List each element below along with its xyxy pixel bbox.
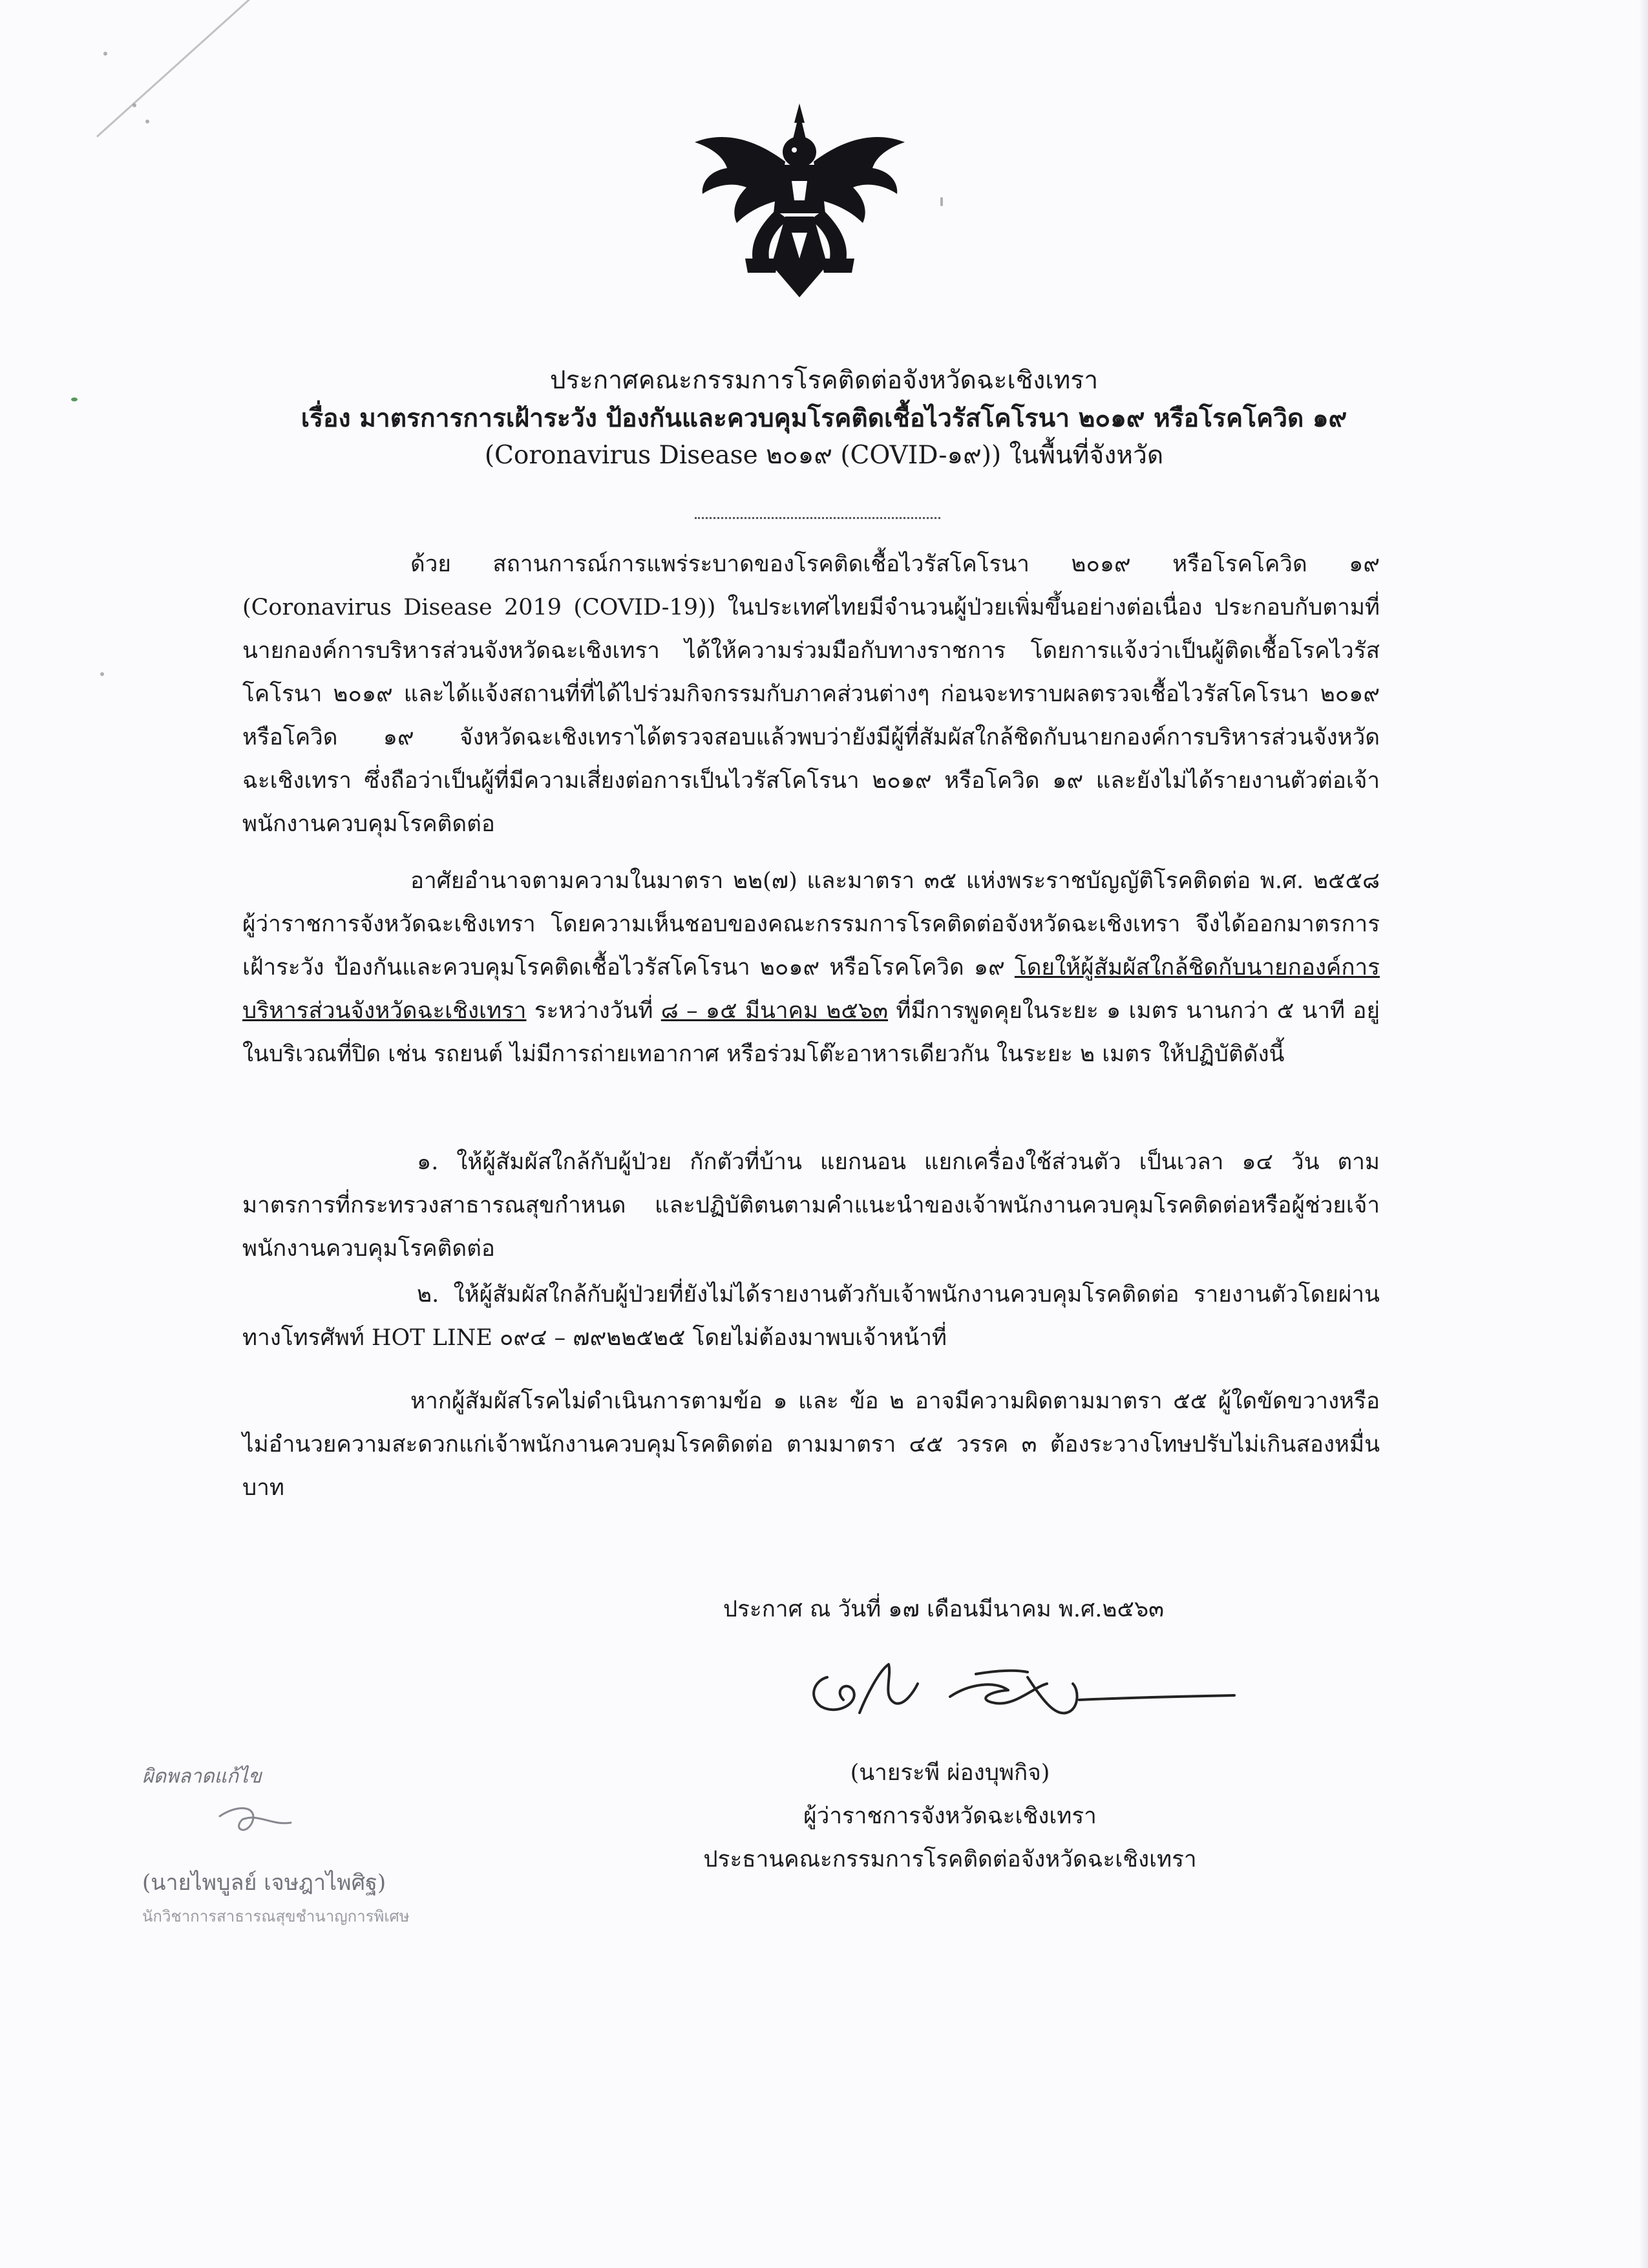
signer-name: (นายระพี ผ่องบุพกิจ)	[850, 1760, 1050, 1786]
heading-line-1: ประกาศคณะกรรมการโรคติดต่อจังหวัดฉะเชิงเทรา	[549, 366, 1099, 395]
list-item-2	[242, 1273, 1380, 1360]
paragraph-penalty	[242, 1380, 1380, 1510]
scan-speck	[132, 103, 136, 107]
scan-edge	[1639, 0, 1648, 2268]
scan-speck	[100, 672, 104, 676]
heading-line-3: (Coronavirus Disease ๒๐๑๙ (COVID-๑๙)) ในพื้นที่จังหวัด	[484, 441, 1164, 470]
paragraph-authority-between: ระหว่างวันที่	[534, 998, 653, 1024]
paragraph-authority-date-range: ๘ – ๑๕ มีนาคม ๒๕๖๓	[660, 998, 889, 1024]
heading-line-2: เรื่อง มาตรการการเฝ้าระวัง ป้องกันและควบคุมโรคติดเชื้อไวรัสโคโรนา ๒๐๑๙ หรือโรคโควิด ๑๙	[301, 403, 1347, 433]
scan-fold-mark	[96, 0, 256, 138]
list-item-2-text: ๒. ให้ผู้สัมผัสใกล้กับผู้ป่วยที่ยังไม่ได้รายงานตัวกับเจ้าพนักงานควบคุมโรคติดต่อ รายงานตัวโดยผ่านทางโทรศัพท์ HOT LINE ๐๙๔ – ๗๙๒๒๕๒๕ โดยไม่ต้องมาพบเจ้าหน้าที่	[242, 1282, 1380, 1351]
announcement-date: ประกาศ ณ วันที่ ๑๗ เดือนมีนาคม พ.ศ.๒๕๖๓	[723, 1596, 1165, 1622]
paragraph-situation	[242, 543, 1380, 846]
list-item-1	[242, 1141, 1380, 1271]
list-item-1-text: ๑. ให้ผู้สัมผัสใกล้กับผู้ป่วย กักตัวที่บ้าน แยกนอน แยกเครื่องใช้ส่วนตัว เป็นเวลา ๑๔ วัน ตามมาตรการที่กระทรวงสาธารณสุขกำหนด และปฏิบัติตนตามคำแนะนำของเจ้าพนักงานควบคุมโรคติดต่อหรือผู้ช่วยเจ้าพนักงานควบคุมโรคติดต่อ	[242, 1149, 1380, 1262]
initials-line-2: (นายไพบูลย์ เจษฎาไพศิฐ)	[142, 1870, 386, 1896]
paragraph-authority	[242, 860, 1380, 1076]
signer-title-2: ประธานคณะกรรมการโรคติดต่อจังหวัดฉะเชิงเทรา	[703, 1847, 1197, 1872]
garuda-emblem-icon	[688, 103, 911, 297]
governor-signature	[782, 1651, 1247, 1735]
scan-speck	[145, 120, 149, 123]
paragraph-penalty-text: หากผู้สัมผัสโรคไม่ดำเนินการตามข้อ ๑ และ ข้อ ๒ อาจมีความผิดตามมาตรา ๕๕ ผู้ใดขัดขวางหรือไม่อำนวยความสะดวกแก่เจ้าพนักงานควบคุมโรคติดต่อ ตามมาตรา ๔๕ วรรค ๓ ต้องระวางโทษปรับไม่เกินสองหมื่นบาท	[242, 1388, 1380, 1501]
document-heading	[194, 362, 1454, 474]
initials-line-3: นักวิชาการสาธารณสุขชำนาญการพิเศษ	[142, 1907, 410, 1925]
scan-speck	[71, 397, 78, 401]
paragraph-situation-text: ด้วย สถานการณ์การแพร่ระบาดของโรคติดเชื้อไวรัสโคโรนา ๒๐๑๙ หรือโรคโควิด ๑๙ (Coronavirus Disease 2019 (COVID-19)) ในประเทศไทยมีจำนวนผู้ป่วยเพิ่มขึ้นอย่างต่อเนื่อง ประกอบกับตามที่ นายกองค์การบริหารส่วนจังหวัดฉะเชิงเทรา ได้ให้ความร่วมมือกับทางราชการ โดยการแจ้งว่าเป็นผู้ติดเชื้อโรคไวรัสโคโรนา ๒๐๑๙ และได้แจ้งสถานที่ที่ได้ไปร่วมกิจกรรมกับภาคส่วนต่างๆ ก่อนจะทราบผลตรวจเชื้อไวรัสโคโรนา ๒๐๑๙ หรือโควิด ๑๙ จังหวัดฉะเชิงเทราได้ตรวจสอบแล้วพบว่ายังมีผู้ที่สัมผัสใกล้ชิดกับนายกองค์การบริหารส่วนจังหวัดฉะเชิงเทรา ซึ่งถือว่าเป็นผู้ที่มีความเสี่ยงต่อการเป็นไวรัสโคโรนา ๒๐๑๙ หรือโควิด ๑๙ และยังไม่ได้รายงานตัวต่อเจ้าพนักงานควบคุมโรคติดต่อ	[242, 551, 1380, 837]
paragraph-authority-text: อาศัยอำนาจตามความในมาตรา ๒๒(๗) และมาตรา ๓๕ แห่งพระราชบัญญัติโรคติดต่อ พ.ศ. ๒๕๕๘ ผู้ว่าราชการจังหวัดฉะเชิงเทรา โดยความเห็นชอบของคณะกรรมการโรคติดต่อจังหวัดฉะเชิงเทรา จึงได้ออกมาตรการเฝ้าระวัง ป้องกันและควบคุมโรคติดเชื้อไวรัสโคโรนา ๒๐๑๙ หรือโรคโควิด ๑๙	[242, 868, 1380, 980]
paragraph-authority-tail: ที่มีการพูดคุยในระยะ ๑ เมตร นานกว่า ๕ นาที อยู่ในบริเวณที่ปิด เช่น รถยนต์ ไม่มีการถ่ายเทอากาศ หรือร่วมโต๊ะอาหารเดียวกัน ในระยะ ๒ เมตร ให้ปฏิบัติดังนี้	[242, 998, 1380, 1067]
scan-speck	[103, 52, 107, 56]
paragraph-authority-underlined-1: โดยให้ผู้สัมผัสใกล้ชิดกับนายกองค์การบริหารส่วนจังหวัดฉะเชิงเทรา	[242, 955, 1380, 1024]
scan-speck	[940, 197, 943, 206]
signer-block	[659, 1752, 1241, 1881]
heading-divider	[695, 517, 940, 519]
initials-line-1: ผิดพลาดแก้ไข	[142, 1765, 262, 1788]
signer-title-1: ผู้ว่าราชการจังหวัดฉะเชิงเทรา	[803, 1803, 1097, 1829]
